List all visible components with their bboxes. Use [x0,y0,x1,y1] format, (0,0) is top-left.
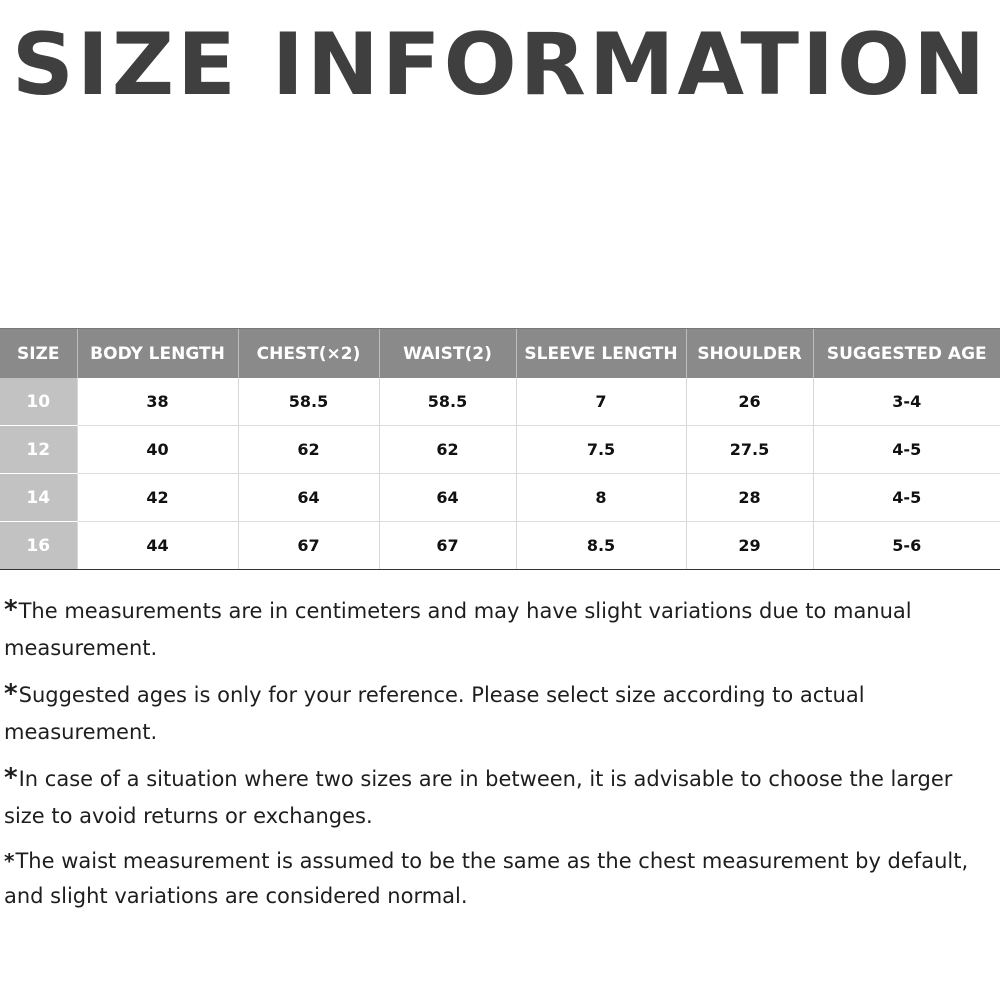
header-waist: WAIST(2) [379,329,516,379]
header-body-length: BODY LENGTH [77,329,238,379]
body-length-cell: 44 [77,522,238,570]
waist-cell: 58.5 [379,378,516,426]
shoulder-cell: 27.5 [686,426,813,474]
size-cell: 12 [0,426,77,474]
note-measurement-units [4,592,984,667]
page-title: SIZE INFORMATION [11,15,989,115]
waist-cell: 67 [379,522,516,570]
suggested-age-cell: 5-6 [813,522,1000,570]
suggested-age-cell: 4-5 [813,474,1000,522]
sleeve-length-cell: 8.5 [516,522,686,570]
header-chest: CHEST(×2) [238,329,379,379]
asterisk-icon: * [4,763,18,793]
sleeve-length-cell: 7 [516,378,686,426]
header-suggested-age: SUGGESTED AGE [813,329,1000,379]
shoulder-cell: 26 [686,378,813,426]
table-row [0,474,1000,522]
chest-cell: 62 [238,426,379,474]
note-waist-measurement [4,844,984,914]
chest-cell: 64 [238,474,379,522]
note-between-sizes [4,760,984,835]
note-text: The measurements are in centimeters and may have slight variations due to manual measurement. [4,599,912,660]
note-text: Suggested ages is only for your reference. Please select size according to actual measurement. [4,683,865,744]
shoulder-cell: 29 [686,522,813,570]
size-cell: 14 [0,474,77,522]
waist-cell: 62 [379,426,516,474]
sleeve-length-cell: 7.5 [516,426,686,474]
header-shoulder: SHOULDER [686,329,813,379]
sleeve-length-cell: 8 [516,474,686,522]
asterisk-icon: * [4,679,18,709]
chest-cell: 67 [238,522,379,570]
body-length-cell: 38 [77,378,238,426]
table-header-row [0,329,1000,379]
body-length-cell: 42 [77,474,238,522]
suggested-age-cell: 3-4 [813,378,1000,426]
size-chart-table [0,328,1000,570]
body-length-cell: 40 [77,426,238,474]
asterisk-icon: * [4,595,18,625]
waist-cell: 64 [379,474,516,522]
table-row [0,378,1000,426]
asterisk-icon: * [4,849,15,873]
shoulder-cell: 28 [686,474,813,522]
chest-cell: 58.5 [238,378,379,426]
table-row [0,426,1000,474]
note-text: The waist measurement is assumed to be the same as the chest measurement by default, and slight variations are considered normal. [4,849,969,908]
note-text: In case of a situation where two sizes are in between, it is advisable to choose the larger size to avoid returns or exchanges. [4,767,953,828]
size-cell: 10 [0,378,77,426]
table-row [0,522,1000,570]
notes-section [4,592,984,923]
suggested-age-cell: 4-5 [813,426,1000,474]
note-suggested-ages [4,676,984,751]
header-sleeve-length: SLEEVE LENGTH [516,329,686,379]
header-size: SIZE [0,329,77,379]
size-cell: 16 [0,522,77,570]
